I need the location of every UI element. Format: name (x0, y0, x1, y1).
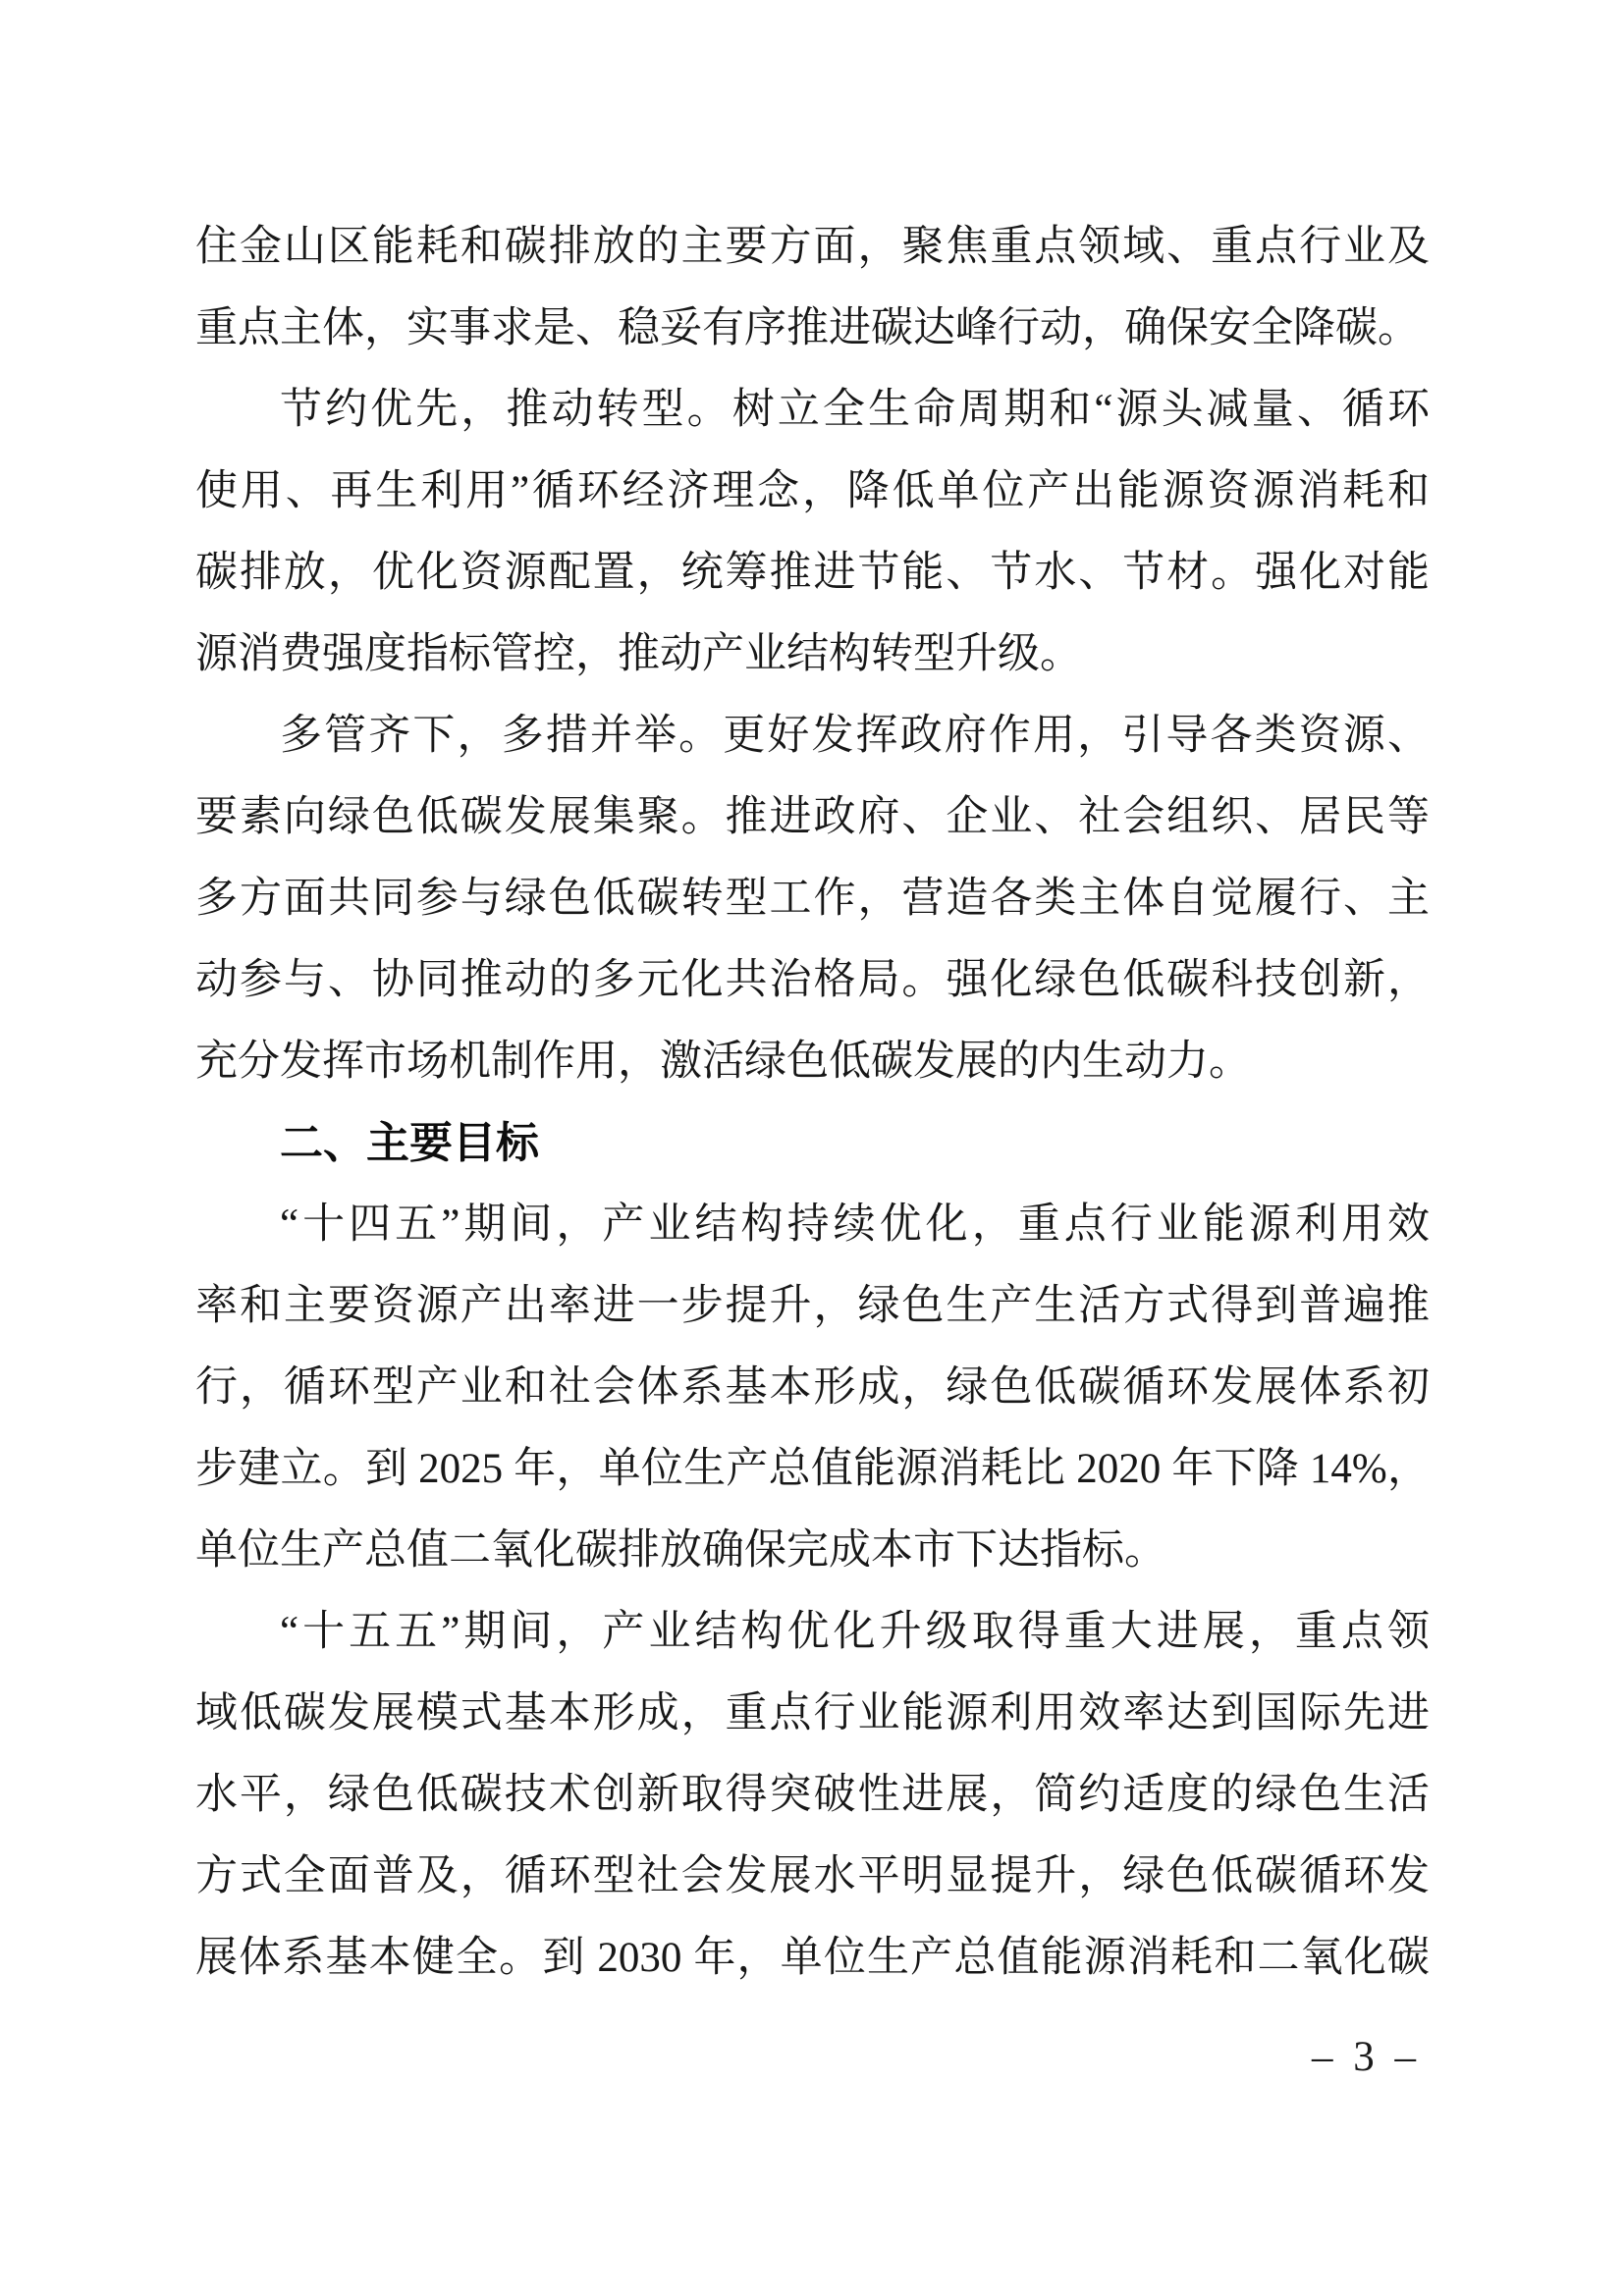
text-line: 方式全面普及，循环型社会发展水平明显提升，绿色低碳循环发 (195, 1853, 1430, 1899)
text-line: 多方面共同参与绿色低碳转型工作，营造各类主体自觉履行、主 (195, 876, 1430, 922)
text-line: 住金山区能耗和碳排放的主要方面，聚焦重点领域、重点行业及 (195, 224, 1430, 270)
text-line: 使用、再生利用”循环经济理念，降低单位产出能源资源消耗和 (195, 468, 1430, 514)
text-line: 碳排放，优化资源配置，统筹推进节能、节水、节材。强化对能 (195, 550, 1430, 596)
text-line: 源消费强度指标管控，推动产业结构转型升级。 (195, 631, 1082, 677)
text-line: 多管齐下，多措并举。更好发挥政府作用，引导各类资源、 (280, 713, 1430, 759)
text-line: 水平，绿色低碳技术创新取得突破性进展，简约适度的绿色生活 (195, 1772, 1430, 1818)
text-line: 率和主要资源产出率进一步提升，绿色生产生活方式得到普遍推 (195, 1283, 1430, 1329)
text-line: 节约优先，推动转型。树立全生命周期和“源头减量、循环 (280, 387, 1430, 433)
section-heading: 二、主要目标 (280, 1119, 539, 1167)
page-number: – 3 – (1312, 2034, 1421, 2080)
text-line: “十四五”期间，产业结构持续优化，重点行业能源利用效 (280, 1201, 1430, 1248)
text-line: 动参与、协同推动的多元化共治格局。强化绿色低碳科技创新， (195, 957, 1430, 1003)
text-line: 步建立。到 2025 年，单位生产总值能源消耗比 2020 年下降 14%， (195, 1446, 1430, 1492)
document-body (195, 206, 1430, 1999)
text-line: “十五五”期间，产业结构优化升级取得重大进展，重点领 (280, 1609, 1430, 1655)
text-line: 域低碳发展模式基本形成，重点行业能源利用效率达到国际先进 (195, 1690, 1430, 1736)
text-line: 要素向绿色低碳发展集聚。推进政府、企业、社会组织、居民等 (195, 794, 1430, 840)
text-line: 充分发挥市场机制作用，激活绿色低碳发展的内生动力。 (195, 1039, 1251, 1085)
text-line: 单位生产总值二氧化碳排放确保完成本市下达指标。 (195, 1527, 1166, 1574)
text-line: 展体系基本健全。到 2030 年，单位生产总值能源消耗和二氧化碳 (195, 1935, 1430, 1981)
text-line: 行，循环型产业和社会体系基本形成，绿色低碳循环发展体系初 (195, 1364, 1430, 1411)
text-line: 重点主体，实事求是、稳妥有序推进碳达峰行动，确保安全降碳。 (195, 305, 1420, 351)
